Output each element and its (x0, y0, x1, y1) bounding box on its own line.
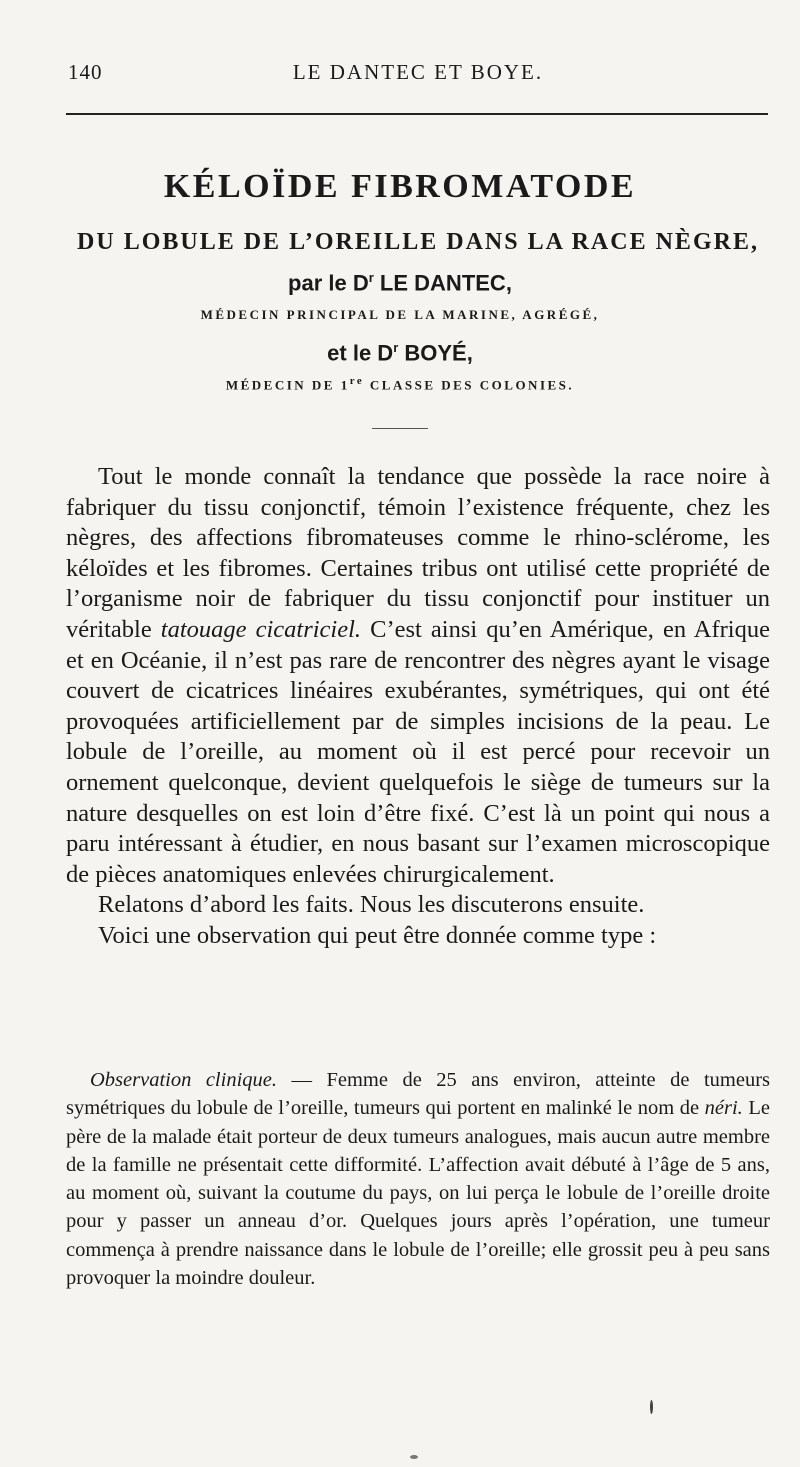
article-subtitle: DU LOBULE DE L’OREILLE DANS LA RACE NÈGRE, (77, 229, 759, 255)
page-blemish (410, 1455, 418, 1459)
page-number: 140 (68, 60, 103, 84)
author-affiliation-1: MÉDECIN PRINCIPAL DE LA MARINE, AGRÉGÉ, (200, 307, 600, 322)
header-rule (66, 113, 768, 115)
paragraph-3: Voici une observation qui peut être donnée comme type : (98, 921, 657, 949)
running-head (68, 60, 768, 90)
author-byline-2: et le $D^r$ BOYÉ, (327, 340, 473, 366)
article-title: KÉLOÏDE FIBROMATODE (163, 168, 637, 205)
clinical-observation: Observation clinique. — Femme de 25 ans environ, atteinte de tumeurs symétriques du lobule de l’oreille, tumeurs qui portent en malinké le nom de néri. Le père de la malade était porteur de deux tumeurs analogues, mais aucun autre membre de la famille ne présentait cette difformité. L’affection avait débuté à l’âge de 5 ans, au moment où, suivant la coutume du pays, on lui perça le lobule de l’oreille droite pour y passer un anneau d’or. Quelques jours après l’opération, une tumeur commença à prendre naissance dans le lobule de l’oreille; elle grossit peu à peu sans provoquer la moindre douleur. (66, 1069, 770, 1290)
running-title: LE DANTEC ET BOYE. (292, 60, 544, 84)
paragraph-2: Relatons d’abord les faits. Nous les discuterons ensuite. (98, 891, 645, 919)
section-separator (372, 428, 428, 429)
observation-label: Observation clinique. (90, 1069, 277, 1091)
author-affiliation-2: MÉDECIN DE 1re CLASSE DES COLONIES. (225, 375, 575, 393)
paragraph-1: Tout le monde connaît la tendance que possède la race noire à fabriquer du tissu conjonctif, témoin l’existence fréquente, chez les nègres, des affections fibromateuses comme le rhino-sclérome, les kéloïdes et les fibromes. Certaines tribus ont utilisé cette propriété de l’organisme noir de fabriquer du tissu conjonctif pour instituer un véritable tatouage cicatriciel. C’est ainsi qu’en Amérique, en Afrique et en Océanie, il n’est pas rare de rencontrer des nègres ayant le visage couvert de cicatrices linéaires exubérantes, symétriques, qui ont été provoquées artificiellement par de simples incisions de la peau. Le lobule de l’oreille, au moment où il est percé pour recevoir un ornement quelconque, devient quelquefois le siège de tumeurs sur la nature desquelles on est loin d’être fixé. C’est là un point qui nous a paru intéressant à étudier, en nous basant sur l’examen microscopique de pièces anatomiques enlevées chirurgicalement. (66, 463, 770, 888)
article-body (66, 462, 770, 952)
author-byline-1: par le $D^r$ LE DANTEC, (288, 270, 512, 296)
page-blemish (650, 1400, 653, 1414)
